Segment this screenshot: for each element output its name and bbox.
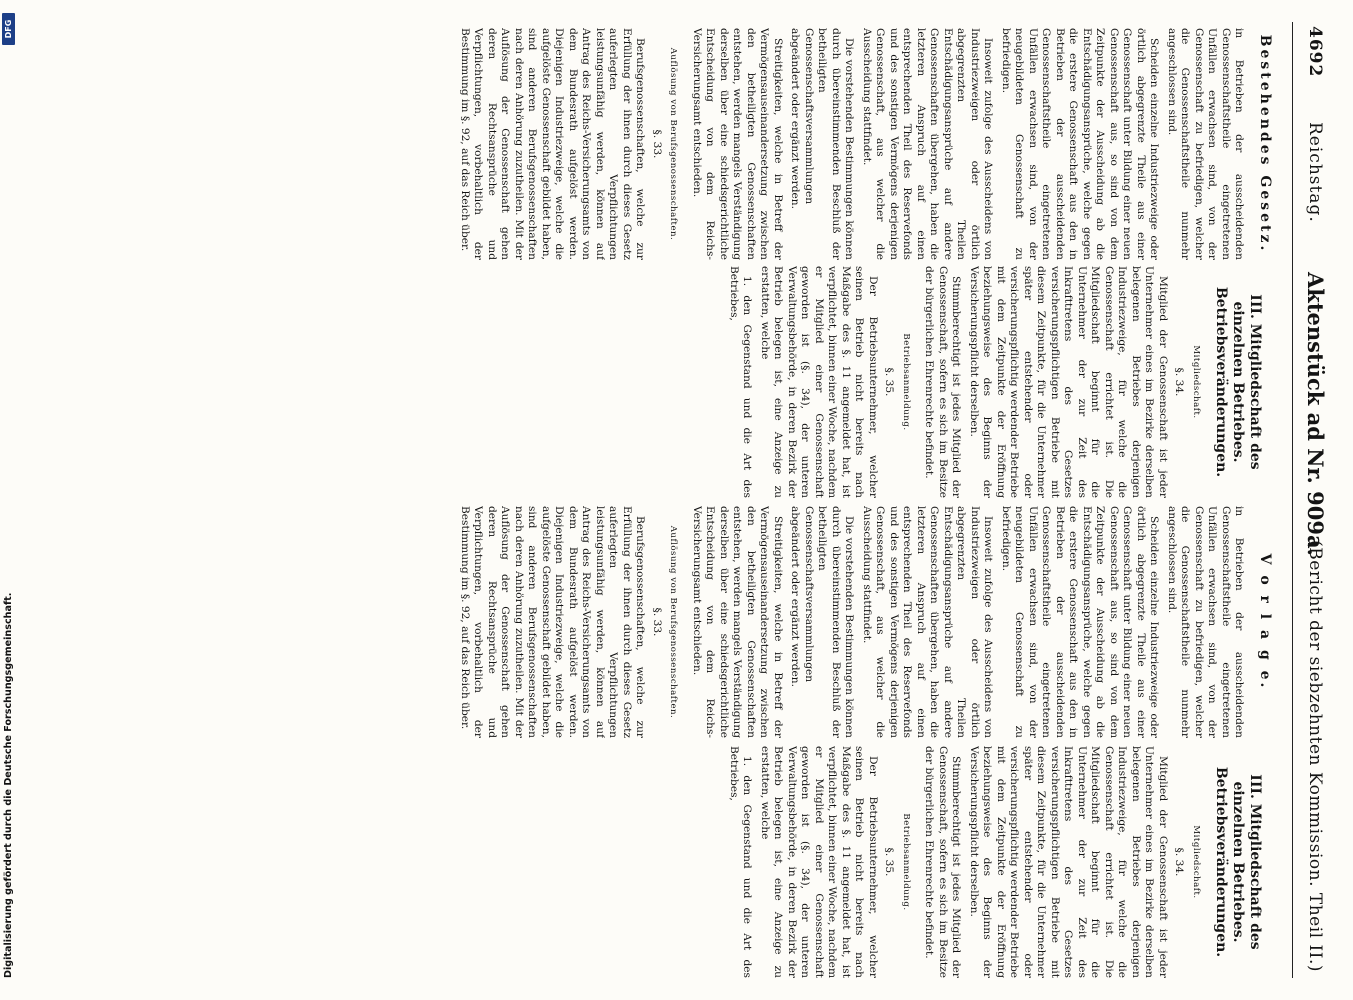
header-report: (Bericht der siebzehnten Kommission. Theil II.) bbox=[1305, 540, 1325, 972]
paragraph-34-text-2: Stimmberechtigt ist jedes Mitglied der Genossenschaft, sofern es sich im Besitze der bürgerlichen Ehrenrechte befindet. bbox=[923, 266, 963, 498]
column-title-proposal: V o r l a g e. bbox=[1257, 553, 1273, 691]
intro-paragraph: Streitigkeiten, welche in Betreff der Vermögensauseinandersetzung zwischen den betheiligten Genossenschaften entstehen, werden mangels Verständigung derselben über eine schiedsgerichtliche Entscheidung von dem Reichs-Versicherungsamt entschieden. bbox=[691, 28, 784, 260]
paragraph-number-33: §. 33. bbox=[651, 129, 663, 159]
paragraph-number-35: §. 35. bbox=[883, 367, 896, 397]
column-title-existing-law: Bestehendes Gesetz. bbox=[1257, 34, 1273, 254]
page-header bbox=[1292, 22, 1337, 978]
paragraph-35-text: Der Betriebsunternehmer, welcher seinen Betrieb nicht bereits nach Maßgabe des §. 11 angemeldet hat, ist verpflichtet, binnen einer Woche, nachdem er Mitglied einer Genossenschaft geworden ist (§. 34), der unteren Verwaltungsbehörde, in deren Bezirk der Betrieb belegen ist, eine Anzeige zu erstatten, welche bbox=[759, 746, 879, 978]
header-reichstag: Reichstag. bbox=[1305, 122, 1325, 223]
digitization-credit-strip bbox=[0, 0, 18, 1000]
section-heading bbox=[1212, 266, 1263, 498]
dfg-logo: DFG bbox=[2, 13, 15, 45]
caption-betriebsanmeldung: Betriebsanmeldung. bbox=[901, 813, 911, 911]
intro-paragraph: in Betrieben der ausscheidenden Genossenschaftstheile eingetretenen Unfällen erwachsen sind, von der Genossenschaft zu befriedigen, welcher die Genossenschaftstheile nunmehr angeschlossen sind. bbox=[1166, 506, 1246, 738]
paragraph-35-text: Der Betriebsunternehmer, welcher seinen Betrieb nicht bereits nach Maßgabe des §. 11 angemeldet hat, ist verpflichtet, binnen einer Woche, nachdem er Mitglied einer Genossenschaft geworden ist (§. 34), der unteren Verwaltungsbehörde, in deren Bezirk der Betrieb belegen ist, eine Anzeige zu erstatten, welche bbox=[759, 266, 879, 498]
paragraph-33-text: Berufsgenossenschaften, welche zur Erfüllung der ihnen durch dieses Gesetz auferlegten Verpflichtungen leistungsunfähig werden, können auf Antrag des Reichs-Versicherungsamts von dem Bundesrath aufgelöst werden. Diejenigen Industriezweige, welche die aufgelöste Genossenschaft gebildet haben, sind anderen Berufsgenossenschaften nach deren Anhörung zuzutheilen. Mit der Auflösung der Genossenschaft gehen deren Rechtsansprüche und Verpflichtungen, vorbehaltlich der Bestimmung im §. 92, auf das Reich über. bbox=[459, 28, 647, 260]
caption-mitgliedschaft: Mitgliedschaft. bbox=[1191, 825, 1201, 899]
section-heading-line1: III. Mitgliedschaft des einzelnen Betriebes. bbox=[1230, 294, 1263, 470]
intro-paragraph: Scheiden einzelne Industriezweige oder örtlich abgegrenzte Theile aus einer Genossenschaft unter Bildung einer neuen Genossenschaft aus, so sind von dem Zeitpunkte der Ausscheidung ab die Entschädigungsansprüche, welche gegen die erstere Genossenschaft aus den in Betrieben der ausscheidenden Genossenschaftstheile eingetretenen Unfällen erwachsen sind, von der neugebildeten Genossenschaft zu befriedigen. bbox=[1000, 506, 1161, 738]
paragraph-35-item: 1. den Gegenstand und die Art des Betriebes, bbox=[728, 746, 754, 978]
paragraph-number-33: §. 33. bbox=[651, 607, 663, 637]
section-heading bbox=[1212, 746, 1263, 978]
caption-mitgliedschaft: Mitgliedschaft. bbox=[1191, 345, 1201, 419]
paragraph-34-text: Mitglied der Genossenschaft ist jeder Unternehmer eines im Bezirke derselben belegenen Betriebes derjenigen Industriezweige, für welche die Genossenschaft errichtet ist. Die Mitgliedschaft beginnt für die Unternehmer der zur Zeit des Inkrafttretens des Gesetzes versicherungspflichtigen Betriebe mit diesem Zeitpunkte, für die Unternehmer später entstehender oder versicherungspflichtig werdender Betriebe mit dem Zeitpunkte der Eröffnung beziehungsweise des Beginns der Versicherungspflicht derselben. bbox=[968, 266, 1169, 498]
column-proposal-part1 bbox=[22, 506, 1277, 738]
caption-aufloesung: Auflösung von Berufsgenossenschaften. bbox=[668, 47, 679, 241]
intro-paragraph: Scheiden einzelne Industriezweige oder örtlich abgegrenzte Theile aus einer Genossenschaft unter Bildung einer neuen Genossenschaft aus, so sind von dem Zeitpunkte der Ausscheidung ab die Entschädigungsansprüche, welche gegen die erstere Genossenschaft aus den in Betrieben der ausscheidenden Genossenschaftstheile eingetretenen Unfällen erwachsen sind, von der neugebildeten Genossenschaft zu befriedigen. bbox=[1000, 28, 1161, 260]
paragraph-number-34: §. 34. bbox=[1173, 847, 1186, 877]
paragraph-34-text-2: Stimmberechtigt ist jedes Mitglied der Genossenschaft, sofern es sich im Besitze der bürgerlichen Ehrenrechte befindet. bbox=[923, 746, 963, 978]
section-heading-line2: Betriebsveränderungen. bbox=[1213, 766, 1229, 958]
column-existing-law-part1 bbox=[22, 28, 1277, 260]
intro-paragraph: Die vorstehenden Bestimmungen können durch übereinstimmenden Beschluß der betheiligten Genossenschaftsversammlungen abgeändert oder ergänzt werden. bbox=[789, 28, 856, 260]
caption-aufloesung: Auflösung von Berufsgenossenschaften. bbox=[668, 525, 679, 719]
paragraph-34-text: Mitglied der Genossenschaft ist jeder Unternehmer eines im Bezirke derselben belegenen Betriebes derjenigen Industriezweige, für welche die Genossenschaft errichtet ist. Die Mitgliedschaft beginnt für die Unternehmer der zur Zeit des Inkrafttretens des Gesetzes versicherungspflichtigen Betriebe mit diesem Zeitpunkte, für die Unternehmer später entstehender oder versicherungspflichtig werdender Betriebe mit dem Zeitpunkte der Eröffnung beziehungsweise des Beginns der Versicherungspflicht derselben. bbox=[968, 746, 1169, 978]
column-proposal-part2 bbox=[22, 746, 1277, 978]
intro-paragraph: Die vorstehenden Bestimmungen können durch übereinstimmenden Beschluß der betheiligten Genossenschaftsversammlungen abgeändert oder ergänzt werden. bbox=[789, 506, 856, 738]
section-heading-line1: III. Mitgliedschaft des einzelnen Betriebes. bbox=[1230, 774, 1263, 950]
page-number: 4692 bbox=[1305, 26, 1325, 78]
paragraph-35-item: 1. den Gegenstand und die Art des Betriebes, bbox=[728, 266, 754, 498]
header-aktenstueck: Aktenstück ad Nr. 909a. bbox=[1303, 272, 1328, 556]
section-heading-line2: Betriebsveränderungen. bbox=[1213, 286, 1229, 478]
paragraph-number-35: §. 35. bbox=[883, 847, 896, 877]
caption-betriebsanmeldung: Betriebsanmeldung. bbox=[901, 333, 911, 431]
digitization-credit bbox=[0, 0, 18, 1000]
intro-paragraph: Streitigkeiten, welche in Betreff der Vermögensauseinandersetzung zwischen den betheiligten Genossenschaften entstehen, werden mangels Verständigung derselben über eine schiedsgerichtliche Entscheidung von dem Reichs-Versicherungsamt entschieden. bbox=[691, 506, 784, 738]
paragraph-33-text: Berufsgenossenschaften, welche zur Erfüllung der ihnen durch dieses Gesetz auferlegten Verpflichtungen leistungsunfähig werden, können auf Antrag des Reichs-Versicherungsamts von dem Bundesrath aufgelöst werden. Diejenigen Industriezweige, welche die aufgelöste Genossenschaft gebildet haben, sind anderen Berufsgenossenschaften nach deren Anhörung zuzutheilen. Mit der Auflösung der Genossenschaft gehen deren Rechtsansprüche und Verpflichtungen, vorbehaltlich der Bestimmung im §. 92, auf das Reich über. bbox=[459, 506, 647, 738]
intro-paragraph: Insoweit zufolge des Ausscheidens von Industriezweigen oder örtlich abgegrenzten Theilen Entschädigungsansprüche auf andere Genossenschaften übergehen, haben die letzteren Anspruch auf einen entsprechenden Theil des Reservefonds und des sonstigen Vermögens derjenigen Genossenschaft, aus welcher die Ausscheidung stattfindet. bbox=[861, 28, 995, 260]
intro-paragraph: in Betrieben der ausscheidenden Genossenschaftstheile eingetretenen Unfällen erwachsen sind, von der Genossenschaft zu befriedigen, welcher die Genossenschaftstheile nunmehr angeschlossen sind. bbox=[1166, 28, 1246, 260]
intro-paragraph: Insoweit zufolge des Ausscheidens von Industriezweigen oder örtlich abgegrenzten Theilen Entschädigungsansprüche auf andere Genossenschaften übergehen, haben die letzteren Anspruch auf einen entsprechenden Theil des Reservefonds und des sonstigen Vermögens derjenigen Genossenschaft, aus welcher die Ausscheidung stattfindet. bbox=[861, 506, 995, 738]
column-existing-law-part2 bbox=[22, 266, 1277, 498]
credit-text: Digitalisierung gefördert durch die Deutsche Forschungsgemeinschaft. bbox=[3, 592, 14, 978]
paragraph-number-34: §. 34. bbox=[1173, 367, 1186, 397]
